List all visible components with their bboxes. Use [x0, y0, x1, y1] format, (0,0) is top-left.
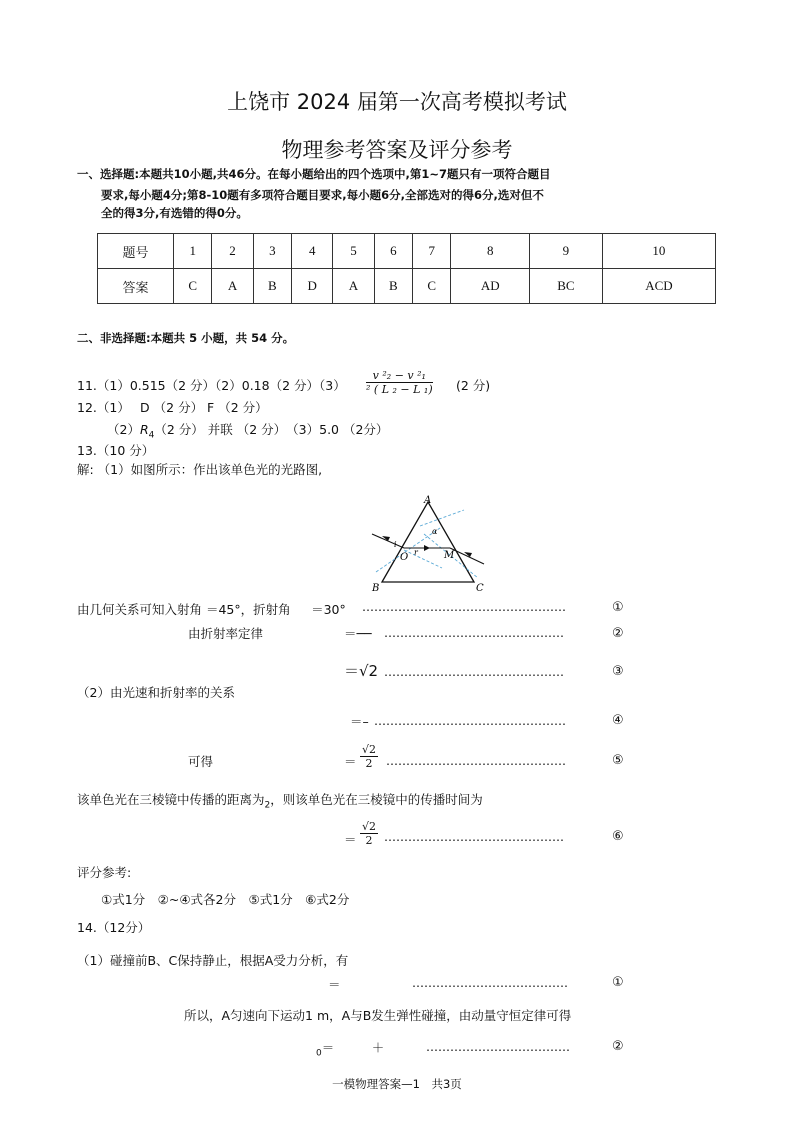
- table-cell: AD: [451, 269, 530, 304]
- q13-dots6: ………………………………………: [384, 830, 564, 844]
- prism-diagram: [368, 494, 492, 594]
- q13-line6: 可得: [188, 754, 214, 769]
- q14-header: 14.（12分）: [77, 920, 151, 935]
- table-cell: D: [292, 269, 333, 304]
- page-footer: 一模物理答案—1 共3页: [332, 1077, 462, 1091]
- label-i: i: [394, 540, 397, 549]
- q13-line4: （2）由光速和折射率的关系: [77, 685, 235, 700]
- section1-line1: 一、选择题:本题共10小题,共46分。在每小题给出的四个选项中,第1~7题只有一项符合题目: [77, 167, 551, 181]
- table-cell: 4: [292, 234, 333, 269]
- q13-marker6: ⑥: [612, 829, 624, 844]
- table-row: [98, 234, 716, 269]
- q13-line1: 由几何关系可知入射角 ＝45°，折射角 ＝30°: [77, 602, 346, 617]
- q13-line5-eq: ＝–: [350, 714, 369, 729]
- table-cell: 1: [174, 234, 212, 269]
- q11-formula-denominator: ² ( L ₂ − L ₁): [366, 383, 433, 396]
- section1-line2: 要求,每小题4分;第8-10题有多项符合题目要求,每小题6分,全部选对的得6分,选对但不: [101, 188, 544, 202]
- table-cell: B: [253, 269, 291, 304]
- q14-line3-sub: 0: [316, 1048, 322, 1059]
- table-cell: BC: [530, 269, 603, 304]
- table-cell: 6: [374, 234, 412, 269]
- q11-formula-numerator: v ²₂ − v ²₁: [366, 369, 433, 383]
- q12-resistor: R: [139, 422, 149, 437]
- q14-dots2: ………………………………: [426, 1040, 570, 1054]
- label-o: O: [400, 552, 409, 563]
- normal-line-top: [420, 510, 464, 526]
- table-header-cell: 答案: [98, 269, 174, 304]
- q13-line7a: 该单色光在三棱镜中传播的距离为: [77, 792, 265, 807]
- table-row: [98, 269, 716, 304]
- q13-line8-den: 2: [365, 834, 373, 847]
- q13-dots5: ………………………………………: [386, 754, 566, 768]
- q14-line2: 所以，A匀速向下运动1 m，A与B发生弹性碰撞，由动量守恒定律可得: [184, 1008, 572, 1023]
- table-cell: 9: [530, 234, 603, 269]
- table-cell: 8: [451, 234, 530, 269]
- table-cell: 3: [253, 234, 291, 269]
- normal-line-left: [376, 528, 440, 572]
- q14-line3-eq: ＝ ＋: [321, 1040, 385, 1055]
- q11-formula: [366, 369, 433, 396]
- table-header-cell: 题号: [98, 234, 174, 269]
- emergent-ray: [450, 548, 484, 564]
- q13-scoring-title: 评分参考:: [77, 865, 132, 880]
- q13-dots4: …………………………………………: [374, 714, 566, 728]
- q13-line3-eq: ＝√2: [344, 662, 379, 680]
- q13-line8-num: √2: [362, 820, 377, 833]
- table-cell: A: [212, 269, 253, 304]
- q13-line6-den: 2: [365, 757, 373, 770]
- q14-dots1: …………………………………: [412, 976, 568, 990]
- q12-line1: 12.（1） D （2 分） F （2 分）: [77, 400, 268, 415]
- q13-line7: [77, 790, 483, 811]
- label-alpha: α: [432, 527, 438, 536]
- q13-header: 13.（10 分）: [77, 443, 155, 458]
- label-r: r: [414, 548, 418, 557]
- answer-table: [97, 233, 716, 304]
- label-c: C: [476, 583, 484, 594]
- q13-intro: 解: （1）如图所示：作出该单色光的光路图,: [77, 462, 323, 477]
- table-cell: A: [333, 269, 374, 304]
- label-a: A: [424, 495, 432, 506]
- q12-part2-label: （2）: [107, 422, 140, 437]
- table-cell: 2: [212, 234, 253, 269]
- q13-line2: 由折射率定律: [188, 626, 264, 641]
- q14-marker2: ②: [612, 1039, 624, 1054]
- q13-line8-eq: ＝: [344, 832, 357, 847]
- q13-line7b: ，则该单色光在三棱镜中的传播时间为: [270, 792, 483, 807]
- q13-marker2: ②: [612, 626, 624, 641]
- q14-line1-eq: ＝: [328, 977, 341, 992]
- q13-line6-frac: [360, 743, 378, 770]
- label-m: M: [444, 550, 455, 561]
- q13-scoring: ①式1分 ②~④式各2分 ⑤式1分 ⑥式2分: [101, 892, 350, 907]
- q13-line2-eq: ＝──: [344, 626, 372, 641]
- arrow-mid-icon: [424, 545, 430, 551]
- q14-marker1: ①: [612, 975, 624, 990]
- table-cell: 5: [333, 234, 374, 269]
- q13-marker3: ③: [612, 664, 624, 679]
- q13-marker4: ④: [612, 713, 624, 728]
- normal-line-bottom: [404, 550, 442, 568]
- table-cell: 7: [413, 234, 451, 269]
- q11-score: (2 分): [456, 378, 491, 393]
- page-title: 上饶市 2024 届第一次高考模拟考试: [227, 90, 567, 114]
- table-cell: ACD: [602, 269, 715, 304]
- label-b: B: [372, 583, 380, 594]
- q13-dots3: ………………………………………: [384, 665, 564, 679]
- table-cell: 10: [602, 234, 715, 269]
- q13-dots1: ……………………………………………: [362, 600, 566, 614]
- q13-line6-eq: ＝: [344, 754, 357, 769]
- section1-line3: 全的得3分,有选错的得0分。: [101, 206, 248, 220]
- q12-resistor-sub: 4: [148, 430, 155, 441]
- page-subtitle: 物理参考答案及评分参考: [281, 138, 513, 162]
- q13-line7-sub: 2: [264, 800, 271, 811]
- table-cell: B: [374, 269, 412, 304]
- q13-marker1: ①: [612, 600, 624, 615]
- q13-line8-frac: [360, 820, 378, 847]
- table-cell: C: [413, 269, 451, 304]
- q13-marker5: ⑤: [612, 753, 624, 768]
- q13-line6-num: √2: [362, 743, 377, 756]
- q12-line2: [107, 420, 388, 441]
- section2-heading: 二、非选择题:本题共 5 小题，共 54 分。: [77, 331, 295, 345]
- q11-text: 11.（1）0.515（2 分）（2）0.18（2 分）（3）: [77, 378, 346, 393]
- table-cell: C: [174, 269, 212, 304]
- q13-dots2: ………………………………………: [384, 626, 564, 640]
- q14-line3: [316, 1038, 384, 1059]
- q12-part2-rest: （2 分） 并联 （2 分） （3）5.0 （2分）: [154, 422, 389, 437]
- q14-line1: （1）碰撞前B、C保持静止，根据A受力分析，有: [77, 953, 349, 968]
